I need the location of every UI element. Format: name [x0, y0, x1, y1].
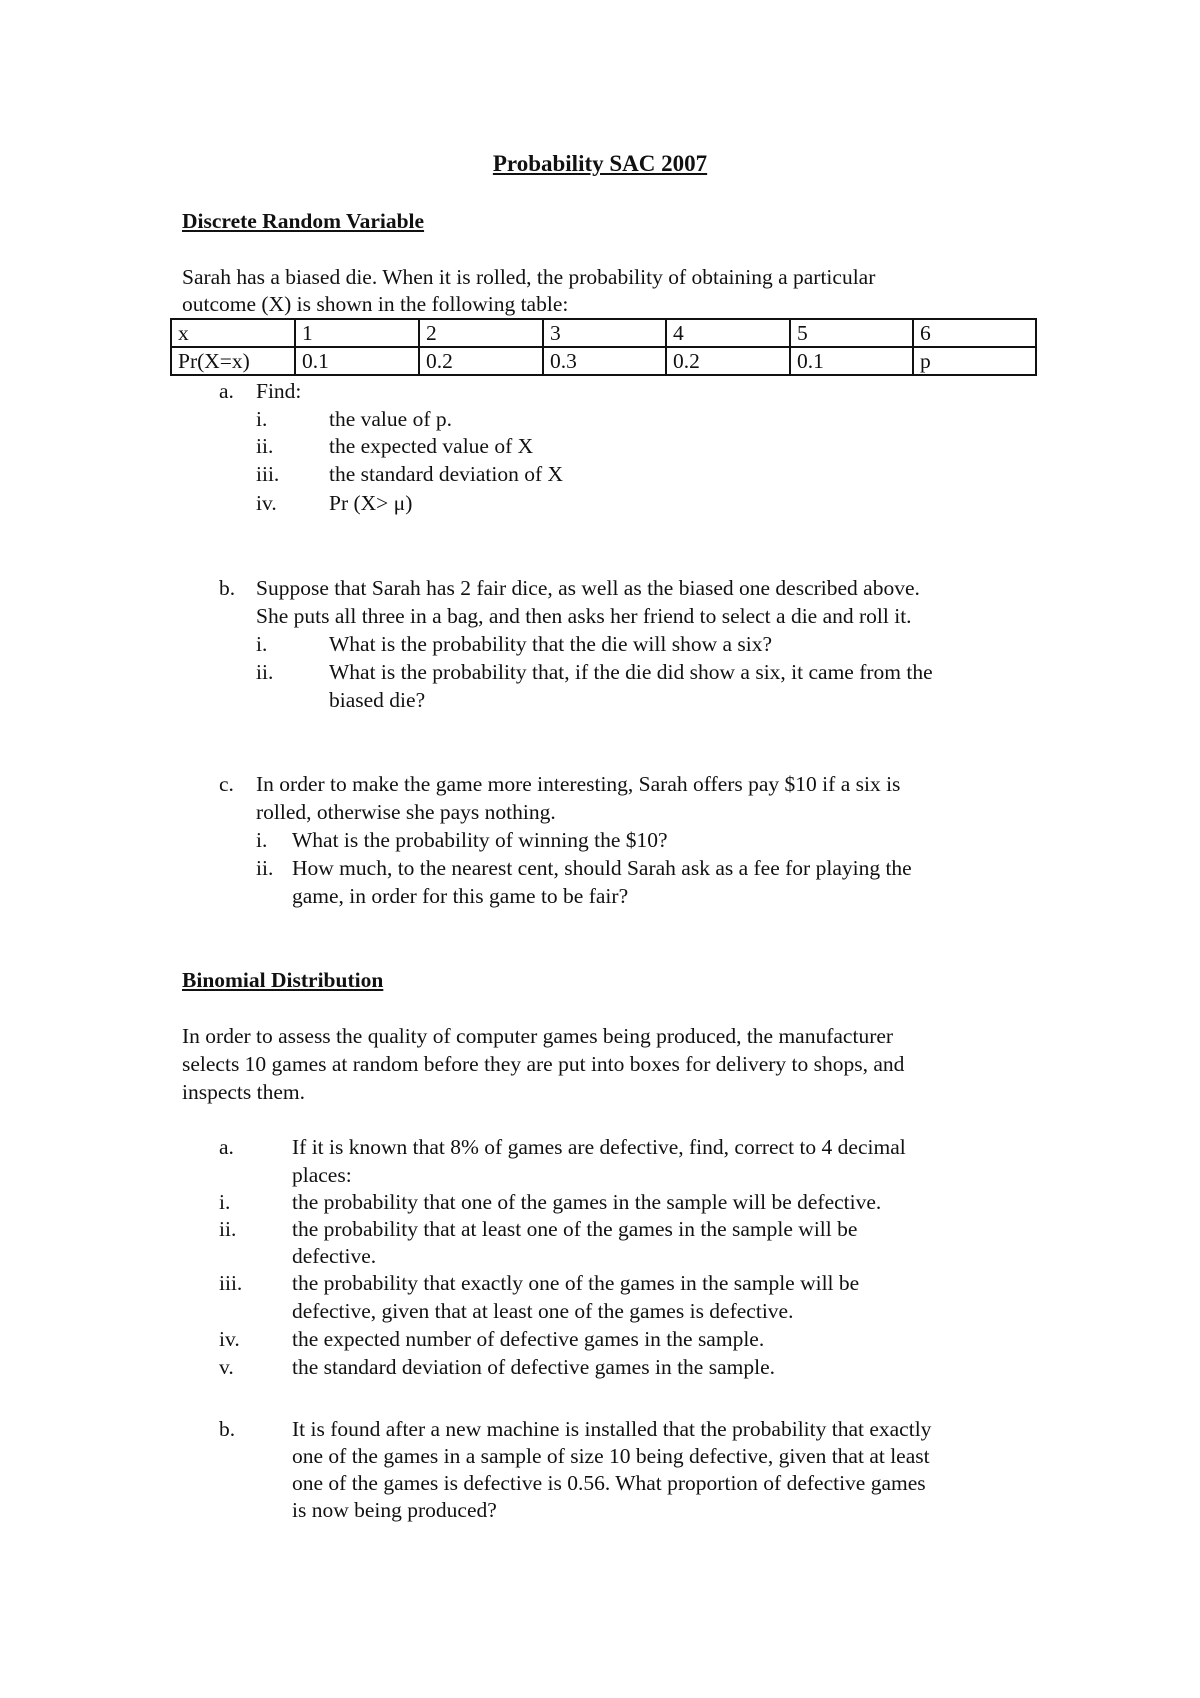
intro-line: In order to assess the quality of computer games being produced, the manufacturer	[182, 1024, 894, 1048]
subquestion-text: Pr (X> μ)	[329, 491, 413, 515]
probability-table	[170, 318, 1037, 376]
subquestion-text: biased die?	[329, 688, 426, 712]
table-row	[171, 347, 1036, 375]
subquestion-text: the standard deviation of X	[329, 462, 564, 486]
question-label: a.	[219, 379, 234, 403]
subquestion-text: What is the probability that the die will show a six?	[329, 632, 773, 656]
question-text: one of the games in a sample of size 10 being defective, given that at least	[292, 1444, 930, 1468]
subquestion-text: the probability that at least one of the games in the sample will be	[292, 1217, 858, 1241]
subquestion-text: What is the probability that, if the die did show a six, it came from the	[329, 660, 933, 684]
table-cell: 5	[790, 319, 913, 347]
question-label: a.	[219, 1135, 234, 1159]
table-cell: Pr(X=x)	[171, 347, 295, 375]
question-text: places:	[292, 1163, 352, 1187]
subquestion-text: the value of p.	[329, 407, 452, 431]
table-cell: 0.1	[790, 347, 913, 375]
table-row	[171, 319, 1036, 347]
table-cell: 0.2	[419, 347, 543, 375]
page-title: Probability SAC 2007	[492, 151, 708, 176]
intro-line: selects 10 games at random before they are put into boxes for delivery to shops, and	[182, 1052, 905, 1076]
subquestion-label: iii.	[256, 462, 280, 486]
question-label: b.	[219, 576, 236, 600]
table-cell: 0.1	[295, 347, 419, 375]
subquestion-text: defective, given that at least one of the games is defective.	[292, 1299, 794, 1323]
table-cell: 2	[419, 319, 543, 347]
subquestion-label: i.	[256, 632, 268, 656]
question-label: b.	[219, 1417, 236, 1441]
subquestion-text: the expected value of X	[329, 434, 534, 458]
subquestion-text: game, in order for this game to be fair?	[292, 884, 629, 908]
table-cell: 3	[543, 319, 666, 347]
intro-line: inspects them.	[182, 1080, 306, 1104]
section-heading-binomial: Binomial Distribution	[182, 968, 384, 992]
subquestion-text: What is the probability of winning the $10?	[292, 828, 668, 852]
question-label: c.	[219, 772, 234, 796]
subquestion-label: ii.	[256, 660, 274, 684]
subquestion-text: defective.	[292, 1244, 377, 1268]
subquestion-label: iv.	[219, 1327, 240, 1351]
question-text: In order to make the game more interesting, Sarah offers pay $10 if a six is	[256, 772, 901, 796]
subquestion-label: i.	[256, 828, 268, 852]
question-text: She puts all three in a bag, and then asks her friend to select a die and roll it.	[256, 604, 912, 628]
subquestion-text: How much, to the nearest cent, should Sarah ask as a fee for playing the	[292, 856, 912, 880]
subquestion-label: iii.	[219, 1271, 243, 1295]
subquestion-text: the expected number of defective games in the sample.	[292, 1327, 765, 1351]
subquestion-text: the probability that exactly one of the games in the sample will be	[292, 1271, 860, 1295]
question-text: rolled, otherwise she pays nothing.	[256, 800, 556, 824]
question-text: It is found after a new machine is installed that the probability that exactly	[292, 1417, 932, 1441]
table-cell: 4	[666, 319, 790, 347]
subquestion-text: the probability that one of the games in the sample will be defective.	[292, 1190, 882, 1214]
intro-line: Sarah has a biased die. When it is rolled, the probability of obtaining a particular	[182, 265, 876, 289]
subquestion-label: ii.	[219, 1217, 237, 1241]
subquestion-label: i.	[219, 1190, 231, 1214]
question-text: Find:	[256, 379, 302, 403]
question-text: If it is known that 8% of games are defective, find, correct to 4 decimal	[292, 1135, 906, 1159]
table-cell: x	[171, 319, 295, 347]
intro-line: outcome (X) is shown in the following table:	[182, 292, 569, 316]
table-cell: 0.3	[543, 347, 666, 375]
table-cell: 6	[913, 319, 1036, 347]
subquestion-label: ii.	[256, 856, 274, 880]
table-cell: p	[913, 347, 1036, 375]
question-text: one of the games is defective is 0.56. What proportion of defective games	[292, 1471, 926, 1495]
subquestion-label: i.	[256, 407, 268, 431]
subquestion-label: iv.	[256, 491, 277, 515]
question-text: is now being produced?	[292, 1498, 497, 1522]
subquestion-label: v.	[219, 1355, 234, 1379]
question-text: Suppose that Sarah has 2 fair dice, as well as the biased one described above.	[256, 576, 920, 600]
section-heading-discrete: Discrete Random Variable	[182, 209, 425, 233]
subquestion-label: ii.	[256, 434, 274, 458]
table-cell: 1	[295, 319, 419, 347]
subquestion-text: the standard deviation of defective games in the sample.	[292, 1355, 775, 1379]
table-cell: 0.2	[666, 347, 790, 375]
